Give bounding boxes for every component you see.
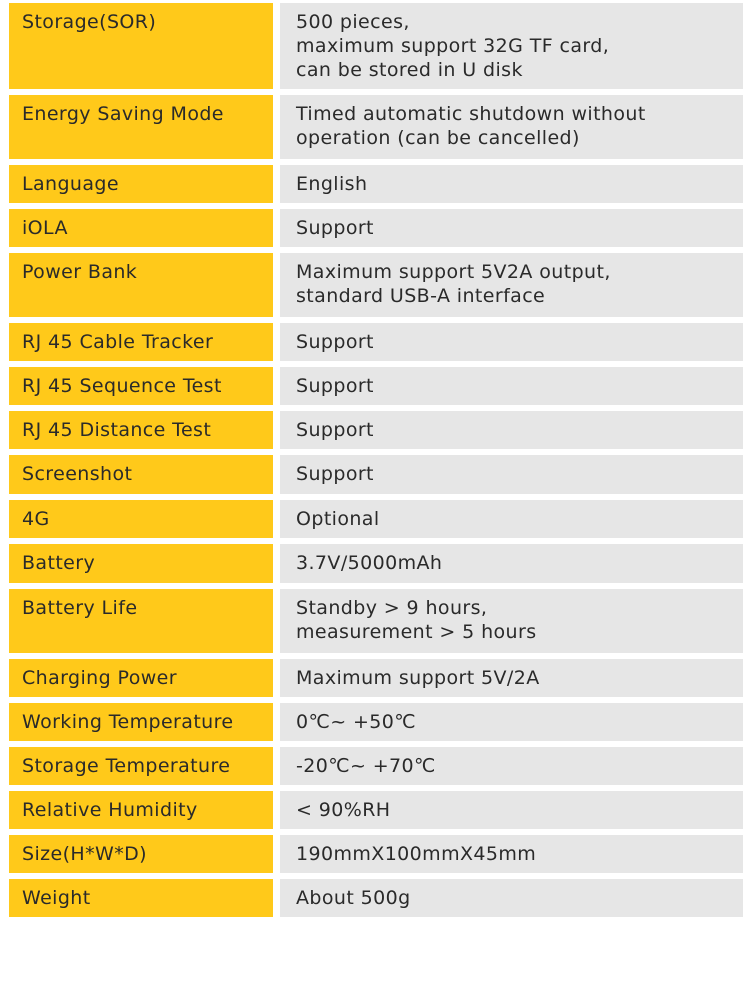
spec-value: Maximum support 5V/2A [280, 659, 743, 697]
spec-value: 500 pieces, maximum support 32G TF card, can be stored in U disk [280, 3, 743, 89]
spec-value: Support [280, 323, 743, 361]
spec-label: Battery [9, 544, 273, 583]
spec-value: Maximum support 5V2A output, standard USB-A interface [280, 253, 743, 317]
spec-value: About 500g [280, 879, 743, 917]
spec-row-language [9, 165, 743, 203]
spec-label: Energy Saving Mode [9, 95, 273, 159]
spec-row-iola [9, 209, 743, 247]
spec-value: Support [280, 411, 743, 449]
spec-value: 3.7V/5000mAh [280, 544, 743, 583]
spec-label: Relative Humidity [9, 791, 273, 829]
spec-value: -20℃~ +70℃ [280, 747, 743, 785]
spec-value: Timed automatic shutdown without operation (can be cancelled) [280, 95, 743, 159]
spec-row-relative-humidity [9, 791, 743, 829]
spec-row-storage-temperature [9, 747, 743, 785]
spec-row-rj45-distance-test [9, 411, 743, 449]
spec-row-weight [9, 879, 743, 917]
spec-row-4g [9, 500, 743, 538]
spec-label: Working Temperature [9, 703, 273, 741]
spec-row-storage-sor [9, 3, 743, 89]
spec-value: Standby > 9 hours, measurement > 5 hours [280, 589, 743, 653]
spec-row-power-bank [9, 253, 743, 317]
spec-value: Support [280, 455, 743, 494]
spec-row-rj45-cable-tracker [9, 323, 743, 361]
spec-value: 0℃~ +50℃ [280, 703, 743, 741]
spec-label: iOLA [9, 209, 273, 247]
spec-row-working-temperature [9, 703, 743, 741]
spec-row-rj45-sequence-test [9, 367, 743, 405]
spec-row-energy-saving-mode [9, 95, 743, 159]
spec-label: RJ 45 Distance Test [9, 411, 273, 449]
spec-label: RJ 45 Sequence Test [9, 367, 273, 405]
spec-row-charging-power [9, 659, 743, 697]
spec-label: Language [9, 165, 273, 203]
spec-value: English [280, 165, 743, 203]
spec-label: Storage(SOR) [9, 3, 273, 89]
spec-label: Power Bank [9, 253, 273, 317]
spec-value: < 90%RH [280, 791, 743, 829]
spec-row-battery-life [9, 589, 743, 653]
spec-table [9, 3, 743, 923]
spec-value: Support [280, 209, 743, 247]
spec-label: Battery Life [9, 589, 273, 653]
spec-row-size [9, 835, 743, 873]
spec-label: Weight [9, 879, 273, 917]
spec-label: Storage Temperature [9, 747, 273, 785]
spec-label: Screenshot [9, 455, 273, 494]
spec-value: Support [280, 367, 743, 405]
spec-label: 4G [9, 500, 273, 538]
spec-row-battery [9, 544, 743, 583]
spec-value: 190mmX100mmX45mm [280, 835, 743, 873]
spec-label: Charging Power [9, 659, 273, 697]
spec-value: Optional [280, 500, 743, 538]
spec-label: RJ 45 Cable Tracker [9, 323, 273, 361]
spec-row-screenshot [9, 455, 743, 494]
spec-label: Size(H*W*D) [9, 835, 273, 873]
